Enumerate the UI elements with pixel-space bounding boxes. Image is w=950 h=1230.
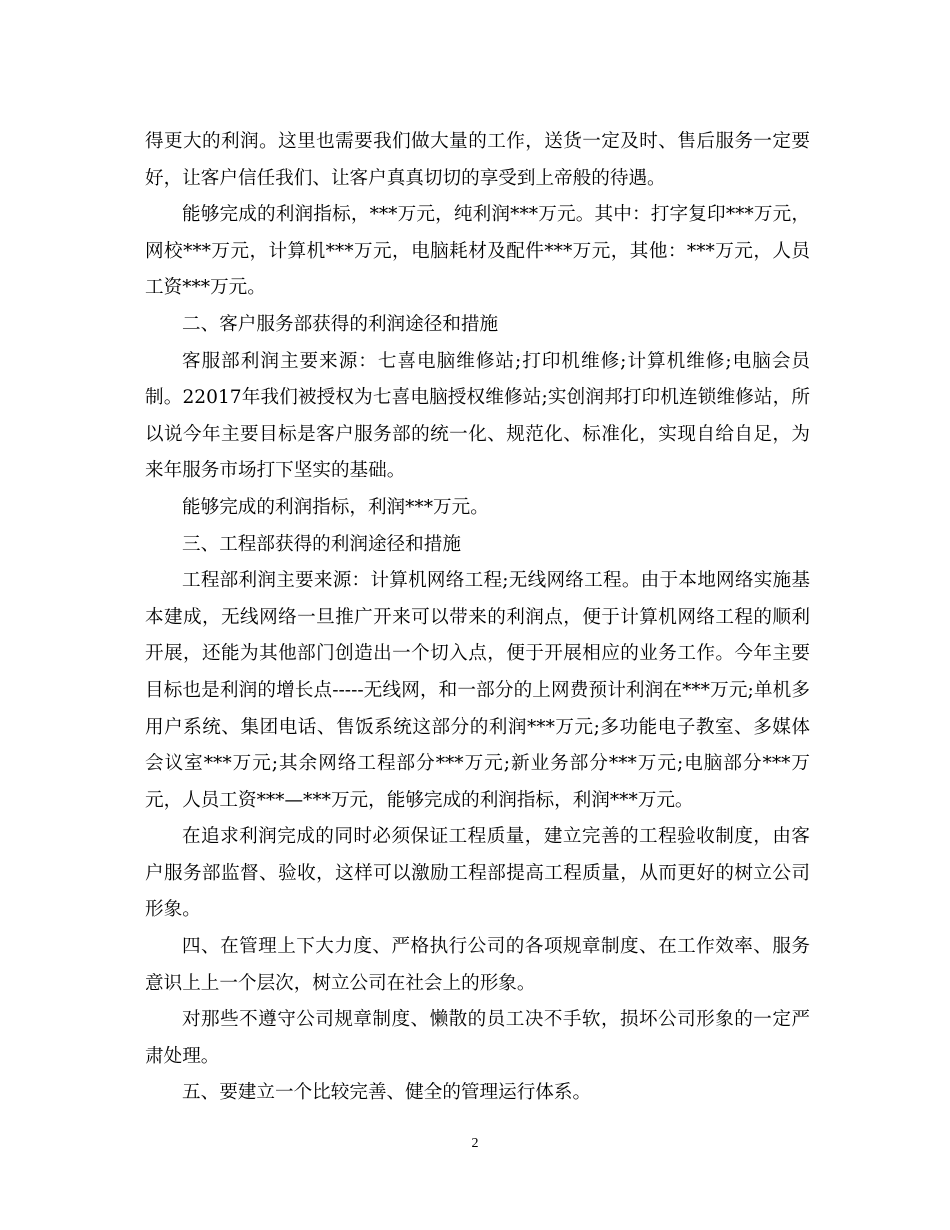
paragraph-customer-service-targets: 能够完成的利润指标，利润***万元。 [182,496,489,518]
section-heading-management: 四、在管理上下大力度、严格执行公司的各项规章制度、在工作效率、服务意识上上一个层次，树立公司在社会上的形象。 [145,936,810,994]
paragraph-customer-service-sources: 客服部利润主要来源：七喜电脑维修站;打印机维修;计算机维修;电脑会员制。22017年我们被授权为七喜电脑授权维修站;实创润邦打印机连锁维修站，所以说今年主要目标是客户服务部的统一化、规范化、标准化，实现自给自足，为来年服务市场打下坚实的基础。 [145,350,810,482]
section-heading-management-system: 五、要建立一个比较完善、健全的管理运行体系。 [182,1082,592,1104]
document-body [145,124,810,1112]
paragraph-discipline: 对那些不遵守公司规章制度、懒散的员工决不手软，损坏公司形象的一定严肃处理。 [145,1009,810,1067]
page-number: 2 [471,1136,479,1151]
paragraph-continuation: 得更大的利润。这里也需要我们做大量的工作，送货一定及时、售后服务一定要好，让客户信任我们、让客户真真切切的享受到上帝般的待遇。 [145,131,810,189]
paragraph-engineering-quality: 在追求利润完成的同时必须保证工程质量，建立完善的工程验收制度，由客户服务部监督、验收，这样可以激励工程部提高工程质量，从而更好的树立公司形象。 [145,826,810,921]
section-heading-customer-service: 二、客户服务部获得的利润途径和措施 [182,313,499,335]
paragraph-sales-targets: 能够完成的利润指标，***万元，纯利润***万元。其中：打字复印***万元，网校***万元，计算机***万元，电脑耗材及配件***万元，其他：***万元，人员工资***万元。 [145,204,810,299]
section-heading-engineering: 三、工程部获得的利润途径和措施 [182,533,461,555]
paragraph-engineering-sources: 工程部利润主要来源：计算机网络工程;无线网络工程。由于本地网络实施基本建成，无线网络一旦推广开来可以带来的利润点，便于计算机网络工程的顺利开展，还能为其他部门创造出一个切入点，便于开展相应的业务工作。今年主要目标也是利润的增长点-----无线网，和一部分的上网费预计利润在***万元;单机多用户系统、集团电话、售饭系统这部分的利润***万元;多功能电子教室、多媒体会议室***万元;其余网络工程部分***万元;新业务部分***万元;电脑部分***万元，人员工资***—***万元，能够完成的利润指标，利润***万元。 [145,570,810,811]
